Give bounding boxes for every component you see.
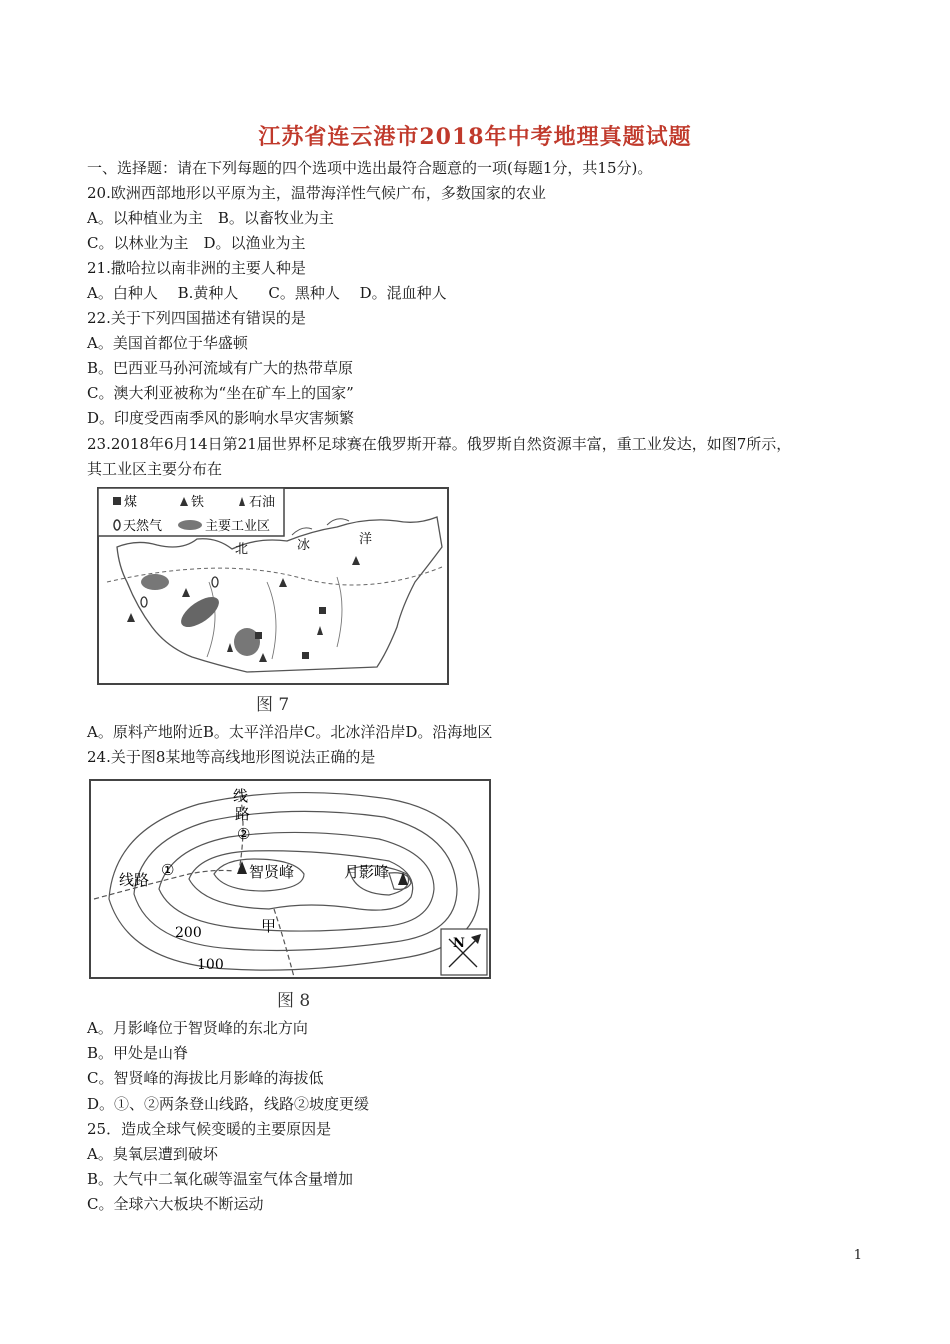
peak-yueying-label: 月影峰 [344,863,390,881]
q25-option-c: C。全球六大板块不断运动 [87,1195,264,1213]
q24-stem: 24.关于图8某地等高线地形图说法正确的是 [87,748,376,766]
q24-option-a: A。月影峰位于智贤峰的东北方向 [87,1019,308,1037]
q22-option-d: D。印度受西南季风的影响水旱灾害频繁 [87,409,355,427]
legend-gas: 天然气 [123,519,163,534]
q23-stem-line1: 23.2018年6月14日第21届世界杯足球赛在俄罗斯开幕。俄罗斯自然资源丰富，重工业发达，如图7所示， [87,435,792,453]
q25-option-b: B。大气中二氧化碳等温室气体含量增加 [87,1170,354,1188]
legend-oil: 石油 [249,495,276,510]
contour-label-100: 100 [197,957,224,973]
route-top-label-2: 路 [235,805,251,823]
route-left-label: 线路 [119,871,150,889]
section-instruction: 一、选择题：请在下列每题的四个选项中选出最符合题意的一项(每题1分，共15分)。 [87,159,653,177]
legend-coal: 煤 [124,495,138,510]
industry-zone-icon [178,520,202,530]
q22-option-a: A。美国首都位于华盛顿 [87,334,248,352]
route-left-number: ① [161,861,175,879]
q23-stem-line2: 其工业区主要分布在 [87,460,223,478]
legend-industry: 主要工业区 [205,519,271,534]
document-title: 江苏省连云港市2018年中考地理真题试题 [258,124,692,150]
north-label: N [453,936,465,951]
contour-label-200: 200 [175,925,202,941]
q21-options: A。白种人 B.黄种人 C。黑种人 D。混血种人 [87,284,447,302]
figure-8-contour-map [89,779,491,979]
q24-option-c: C。智贤峰的海拔比月影峰的海拔低 [87,1069,324,1087]
ocean-label-1: 北 [235,542,249,557]
q20-stem: 20.欧洲西部地形以平原为主，温带海洋性气候广布，多数国家的农业 [87,184,546,202]
q25-option-a: A。臭氧层遭到破坏 [87,1145,218,1163]
q22-option-c: C。澳大利亚被称为“坐在矿车上的国家” [87,384,354,402]
figure-8-caption: 图 8 [277,991,311,1011]
peak-zhixian-label: 智贤峰 [249,863,295,881]
q20-options-ab: A。以种植业为主 B。以畜牧业为主 [87,209,334,227]
route-top-label-1: 线 [233,787,249,805]
q22-option-b: B。巴西亚马孙河流域有广大的热带草原 [87,359,354,377]
coal-icon [113,497,121,505]
q22-stem: 22.关于下列四国描述有错误的是 [87,309,306,327]
route-top-number: ② [237,825,251,843]
industry-zone-west [141,574,169,590]
location-jia: 甲 [261,917,277,935]
figure-7-russia-map [97,487,449,685]
ocean-label-2: 冰 [297,538,311,553]
legend-iron: 铁 [191,495,205,510]
q21-stem: 21.撒哈拉以南非洲的主要人种是 [87,259,306,277]
page-number: 1 [853,1248,862,1263]
q20-options-cd: C。以林业为主 D。以渔业为主 [87,234,306,252]
q23-options: A。原料产地附近B。太平洋沿岸C。北冰洋沿岸D。沿海地区 [87,723,493,741]
figure-7-caption: 图 7 [256,695,290,715]
q25-stem: 25．造成全球气候变暖的主要原因是 [87,1120,332,1138]
q24-option-d: D。①、②两条登山线路，线路②坡度更缓 [87,1095,370,1113]
ocean-label-3: 洋 [359,532,373,547]
q24-option-b: B。甲处是山脊 [87,1044,189,1062]
